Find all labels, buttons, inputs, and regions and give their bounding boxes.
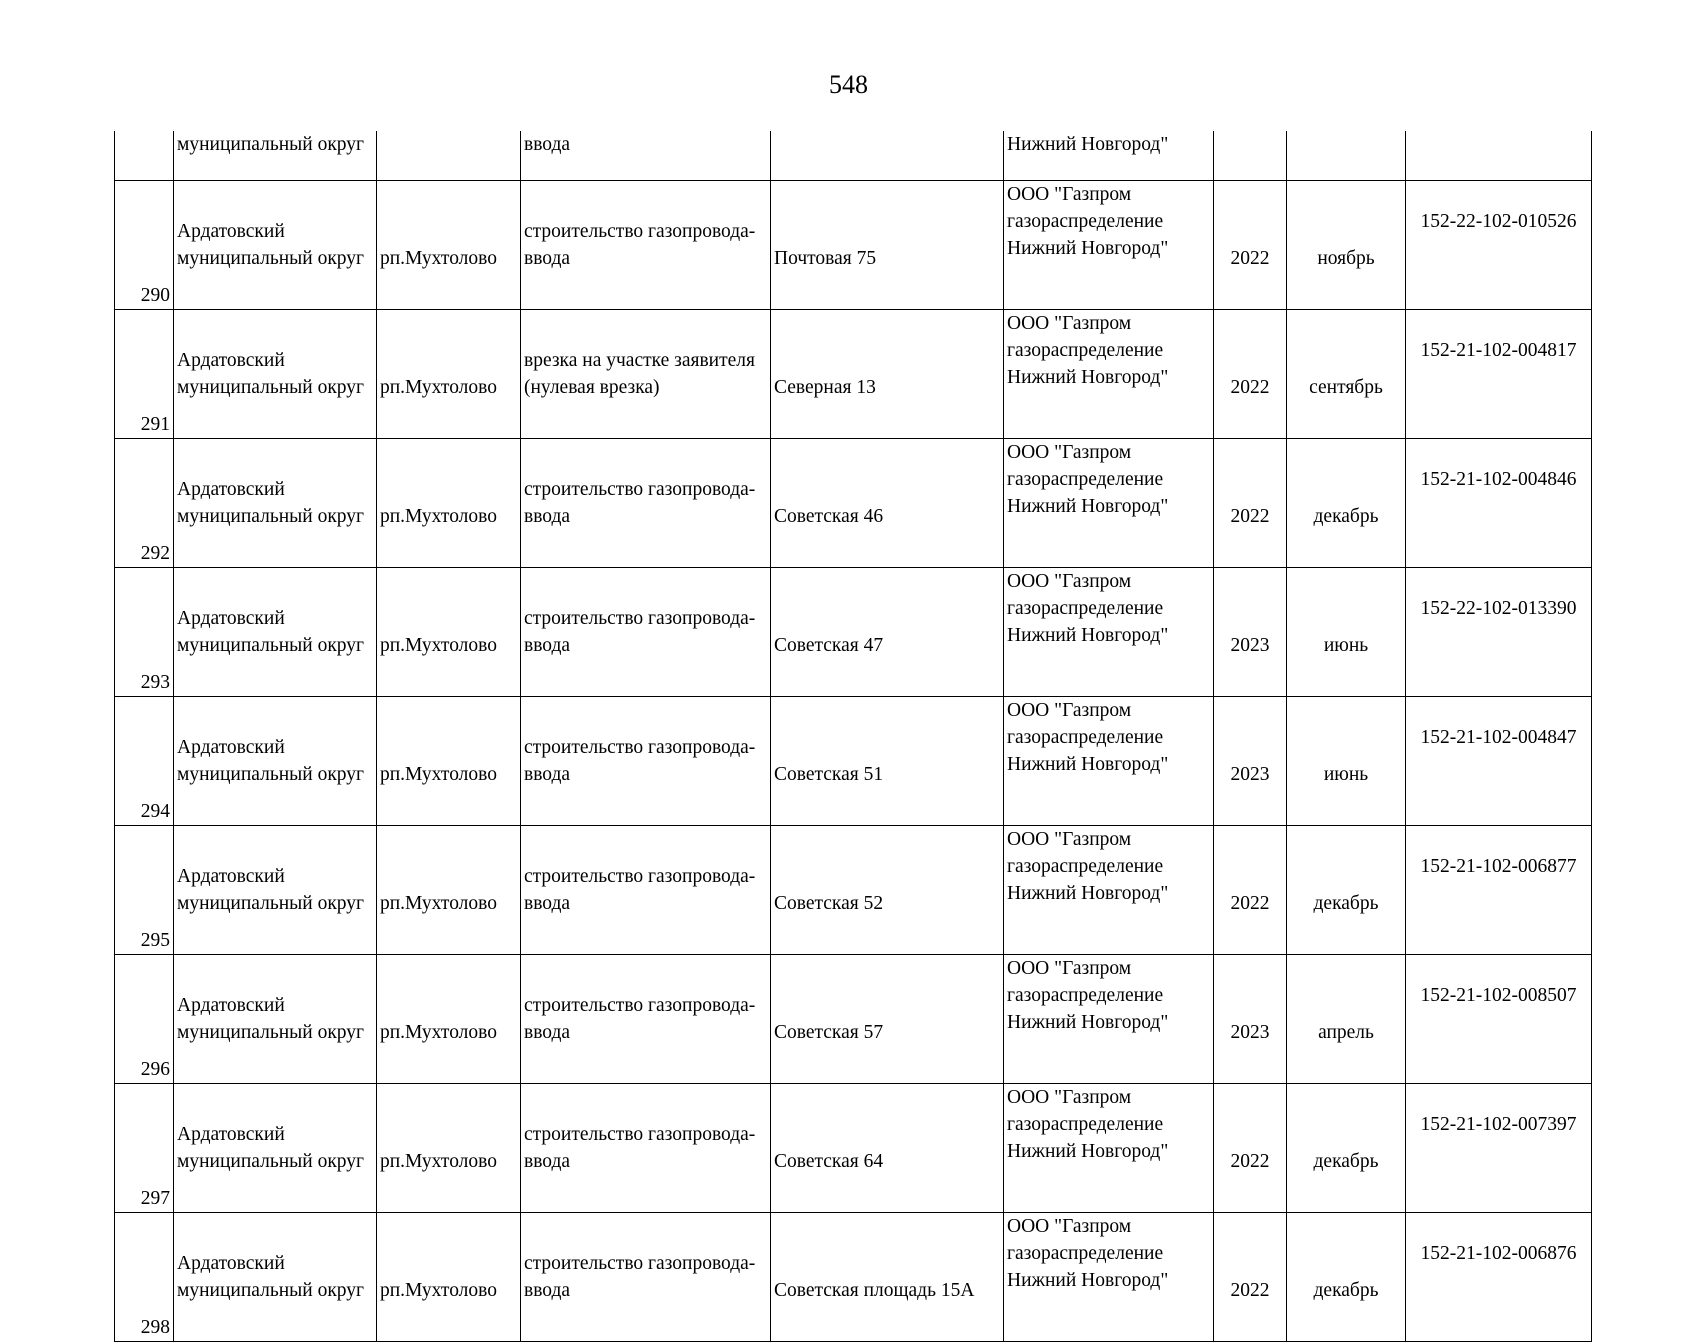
cell-code xyxy=(1406,181,1592,310)
cell-num xyxy=(115,310,174,439)
cell-locality xyxy=(377,568,521,697)
cell-num xyxy=(115,826,174,955)
code-text: 152-22-102-013390 xyxy=(1420,598,1577,619)
code-text: 152-21-102-004817 xyxy=(1420,340,1577,361)
cell-month xyxy=(1287,439,1406,568)
cell-district xyxy=(174,181,377,310)
continuation-row xyxy=(115,131,1592,181)
locality-text: рп.Мухтолово xyxy=(380,893,497,914)
cell-locality xyxy=(377,1084,521,1213)
cell-month xyxy=(1287,310,1406,439)
district-line-2: муниципальный округ xyxy=(177,1280,365,1301)
month-text: декабрь xyxy=(1313,893,1379,914)
cell-num xyxy=(115,955,174,1084)
table-row xyxy=(115,1213,1592,1342)
org-line-2: газораспределение xyxy=(1007,598,1164,619)
cell-month xyxy=(1287,181,1406,310)
cell-num xyxy=(115,1213,174,1342)
cell-code xyxy=(1406,568,1592,697)
cell-org xyxy=(1004,568,1214,697)
cell-num xyxy=(115,697,174,826)
org-line-1: ООО "Газпром xyxy=(1007,313,1132,334)
cell-district xyxy=(174,1213,377,1342)
code-text: 152-21-102-006876 xyxy=(1420,1243,1577,1264)
org-line-1: ООО "Газпром xyxy=(1007,442,1132,463)
code-text: 152-22-102-010526 xyxy=(1420,211,1577,232)
code-text: 152-21-102-008507 xyxy=(1420,985,1577,1006)
cell-address xyxy=(771,131,1004,181)
table-row xyxy=(115,955,1592,1084)
district-line-1: Ардатовский xyxy=(177,1124,285,1145)
cell-work xyxy=(521,568,771,697)
cell-num xyxy=(115,181,174,310)
district-line-2: муниципальный округ xyxy=(177,506,365,527)
org-line-2: газораспределение xyxy=(1007,1114,1164,1135)
cell-org xyxy=(1004,439,1214,568)
month-text: декабрь xyxy=(1313,506,1379,527)
district-line-2: муниципальный округ xyxy=(177,248,365,269)
year-text: 2023 xyxy=(1230,764,1270,785)
district-line-2: муниципальный округ xyxy=(177,764,365,785)
address-text: Советская 57 xyxy=(774,1022,884,1043)
cell-month xyxy=(1287,697,1406,826)
cell-month xyxy=(1287,1084,1406,1213)
cell-num xyxy=(115,131,174,181)
cell-num xyxy=(115,1084,174,1213)
org-line-2: газораспределение xyxy=(1007,211,1164,232)
work-line-2: ввода xyxy=(524,248,571,269)
table-row xyxy=(115,697,1592,826)
district-line-1: Ардатовский xyxy=(177,350,285,371)
cell-work xyxy=(521,181,771,310)
cell-code xyxy=(1406,1213,1592,1342)
month-text: декабрь xyxy=(1313,1280,1379,1301)
table-row xyxy=(115,439,1592,568)
district-line-1: Ардатовский xyxy=(177,221,285,242)
org-line-2: газораспределение xyxy=(1007,469,1164,490)
table-row xyxy=(115,826,1592,955)
cell-org xyxy=(1004,310,1214,439)
cell-district xyxy=(174,826,377,955)
year-text: 2022 xyxy=(1230,893,1270,914)
org-line-3: Нижний Новгород" xyxy=(1007,238,1169,259)
district-line-2: муниципальный округ xyxy=(177,1151,365,1172)
cell-locality xyxy=(377,181,521,310)
org-line-1: ООО "Газпром xyxy=(1007,184,1132,205)
year-text: 2022 xyxy=(1230,506,1270,527)
cell-work xyxy=(521,826,771,955)
org-line-2: газораспределение xyxy=(1007,340,1164,361)
cell-address xyxy=(771,310,1004,439)
cell-year xyxy=(1214,1084,1287,1213)
locality-text: рп.Мухтолово xyxy=(380,377,497,398)
district-line-2: муниципальный округ xyxy=(177,377,365,398)
work-line-2: ввода xyxy=(524,893,571,914)
work-line-2: ввода xyxy=(524,1280,571,1301)
code-text: 152-21-102-004847 xyxy=(1420,727,1577,748)
cell-district xyxy=(174,310,377,439)
cell-work xyxy=(521,697,771,826)
cell-district xyxy=(174,955,377,1084)
cell-num xyxy=(115,439,174,568)
cell-year xyxy=(1214,131,1287,181)
work-line-2: ввода xyxy=(524,506,571,527)
code-text: 152-21-102-006877 xyxy=(1420,856,1577,877)
org-line-3: Нижний Новгород" xyxy=(1007,496,1169,517)
cell-address xyxy=(771,697,1004,826)
org-line-3: Нижний Новгород" xyxy=(1007,625,1169,646)
locality-text: рп.Мухтолово xyxy=(380,506,497,527)
locality-text: рп.Мухтолово xyxy=(380,635,497,656)
cell-year xyxy=(1214,697,1287,826)
work-line-1: врезка на участке заявителя xyxy=(524,350,755,371)
cell-locality xyxy=(377,697,521,826)
cell-locality xyxy=(377,955,521,1084)
cell-year xyxy=(1214,826,1287,955)
work-line-1: строительство газопровода- xyxy=(524,1253,756,1274)
cell-code xyxy=(1406,131,1592,181)
year-text: 2023 xyxy=(1230,1022,1270,1043)
cell-month xyxy=(1287,131,1406,181)
gas-connection-table xyxy=(114,131,1592,1342)
org-line-2: газораспределение xyxy=(1007,727,1164,748)
org-line-1: ООО "Газпром xyxy=(1007,700,1132,721)
org-line-1: ООО "Газпром xyxy=(1007,958,1132,979)
cell-org xyxy=(1004,955,1214,1084)
org-line-3: Нижний Новгород" xyxy=(1007,883,1169,904)
cell-year xyxy=(1214,310,1287,439)
cell-org xyxy=(1004,826,1214,955)
cell-locality xyxy=(377,439,521,568)
table-row xyxy=(115,1084,1592,1213)
cell-month xyxy=(1287,1213,1406,1342)
address-text: Советская 64 xyxy=(774,1151,884,1172)
org-line-1: ООО "Газпром xyxy=(1007,1087,1132,1108)
locality-text: рп.Мухтолово xyxy=(380,1022,497,1043)
cell-code xyxy=(1406,439,1592,568)
month-text: июнь xyxy=(1323,764,1369,785)
address-text: Советская площадь 15А xyxy=(774,1280,975,1301)
work-line-1: строительство газопровода- xyxy=(524,737,756,758)
address-text: Северная 13 xyxy=(774,377,876,398)
table-row xyxy=(115,310,1592,439)
cell-work xyxy=(521,439,771,568)
cell-year xyxy=(1214,568,1287,697)
cell-num xyxy=(115,568,174,697)
page-number: 548 xyxy=(829,70,868,99)
cell-org xyxy=(1004,1213,1214,1342)
cell-work xyxy=(521,310,771,439)
cell-month xyxy=(1287,568,1406,697)
row-number: 292 xyxy=(140,543,170,564)
year-text: 2022 xyxy=(1230,1280,1270,1301)
work-line-1: строительство газопровода- xyxy=(524,1124,756,1145)
work-line-2: ввода xyxy=(524,635,571,656)
cell-month xyxy=(1287,826,1406,955)
district-line-2: муниципальный округ xyxy=(177,1022,365,1043)
cell-work xyxy=(521,1213,771,1342)
district-line-1: Ардатовский xyxy=(177,995,285,1016)
cell-address xyxy=(771,955,1004,1084)
month-text: ноябрь xyxy=(1317,248,1375,269)
cell-year xyxy=(1214,955,1287,1084)
district-line-1: Ардатовский xyxy=(177,479,285,500)
locality-text: рп.Мухтолово xyxy=(380,248,497,269)
year-text: 2023 xyxy=(1230,635,1270,656)
work-line-1: строительство газопровода- xyxy=(524,608,756,629)
month-text: июнь xyxy=(1323,635,1369,656)
district-line-2: муниципальный округ xyxy=(177,635,365,656)
org-line-3: Нижний Новгород" xyxy=(1007,367,1169,388)
cell-work xyxy=(521,1084,771,1213)
locality-text: рп.Мухтолово xyxy=(380,1151,497,1172)
org-line-1: ООО "Газпром xyxy=(1007,829,1132,850)
cell-work: ввода xyxy=(521,131,771,181)
address-text: Советская 47 xyxy=(774,635,884,656)
cell-code xyxy=(1406,697,1592,826)
address-text: Советская 46 xyxy=(774,506,884,527)
org-line-3: Нижний Новгород" xyxy=(1007,1012,1169,1033)
cell-code xyxy=(1406,826,1592,955)
work-line-2: (нулевая врезка) xyxy=(524,377,660,398)
row-number: 290 xyxy=(140,285,170,306)
work-line-1: строительство газопровода- xyxy=(524,995,756,1016)
cell-locality xyxy=(377,131,521,181)
code-text: 152-21-102-004846 xyxy=(1420,469,1577,490)
cell-address xyxy=(771,181,1004,310)
district-line-1: Ардатовский xyxy=(177,608,285,629)
work-line-1: строительство газопровода- xyxy=(524,221,756,242)
cell-year xyxy=(1214,1213,1287,1342)
org-line-2: газораспределение xyxy=(1007,985,1164,1006)
cell-district xyxy=(174,439,377,568)
cell-code xyxy=(1406,1084,1592,1213)
org-line-2: газораспределение xyxy=(1007,856,1164,877)
cell-locality xyxy=(377,826,521,955)
cell-locality xyxy=(377,310,521,439)
cell-address xyxy=(771,826,1004,955)
cell-address xyxy=(771,568,1004,697)
cell-address xyxy=(771,439,1004,568)
address-text: Советская 51 xyxy=(774,764,884,785)
row-number: 294 xyxy=(140,801,170,822)
org-line-3: Нижний Новгород" xyxy=(1007,754,1169,775)
month-text: сентябрь xyxy=(1309,377,1383,398)
cell-org: Нижний Новгород" xyxy=(1004,131,1214,181)
year-text: 2022 xyxy=(1230,377,1270,398)
org-line-3: Нижний Новгород" xyxy=(1007,1141,1169,1162)
cell-org xyxy=(1004,181,1214,310)
org-line-1: ООО "Газпром xyxy=(1007,571,1132,592)
row-number: 298 xyxy=(140,1317,170,1338)
district-line-1: Ардатовский xyxy=(177,866,285,887)
address-text: Почтовая 75 xyxy=(774,248,877,269)
table-row xyxy=(115,181,1592,310)
cell-code xyxy=(1406,310,1592,439)
row-number: 297 xyxy=(140,1188,170,1209)
row-number: 296 xyxy=(140,1059,170,1080)
cell-org xyxy=(1004,697,1214,826)
org-line-2: газораспределение xyxy=(1007,1243,1164,1264)
org-line-3: Нижний Новгород" xyxy=(1007,1270,1169,1291)
cell-work xyxy=(521,955,771,1084)
cell-address xyxy=(771,1213,1004,1342)
row-number: 295 xyxy=(140,930,170,951)
work-line-2: ввода xyxy=(524,1151,571,1172)
month-text: декабрь xyxy=(1313,1151,1379,1172)
locality-text: рп.Мухтолово xyxy=(380,1280,497,1301)
code-text: 152-21-102-007397 xyxy=(1420,1114,1577,1135)
cell-org xyxy=(1004,1084,1214,1213)
cell-address xyxy=(771,1084,1004,1213)
work-line-1: строительство газопровода- xyxy=(524,866,756,887)
cell-district xyxy=(174,1084,377,1213)
org-line-1: ООО "Газпром xyxy=(1007,1216,1132,1237)
month-text: апрель xyxy=(1318,1022,1374,1043)
cell-code xyxy=(1406,955,1592,1084)
locality-text: рп.Мухтолово xyxy=(380,764,497,785)
work-line-2: ввода xyxy=(524,1022,571,1043)
row-number: 293 xyxy=(140,672,170,693)
address-text: Советская 52 xyxy=(774,893,884,914)
year-text: 2022 xyxy=(1230,248,1270,269)
cell-month xyxy=(1287,955,1406,1084)
cell-district xyxy=(174,568,377,697)
cell-district: муниципальный округ xyxy=(174,131,377,181)
cell-district xyxy=(174,697,377,826)
cell-year xyxy=(1214,439,1287,568)
work-line-2: ввода xyxy=(524,764,571,785)
cell-year xyxy=(1214,181,1287,310)
row-number: 291 xyxy=(140,414,170,435)
district-line-1: Ардатовский xyxy=(177,737,285,758)
year-text: 2022 xyxy=(1230,1151,1270,1172)
table-row xyxy=(115,568,1592,697)
cell-locality xyxy=(377,1213,521,1342)
district-line-2: муниципальный округ xyxy=(177,893,365,914)
work-line-1: строительство газопровода- xyxy=(524,479,756,500)
district-line-1: Ардатовский xyxy=(177,1253,285,1274)
